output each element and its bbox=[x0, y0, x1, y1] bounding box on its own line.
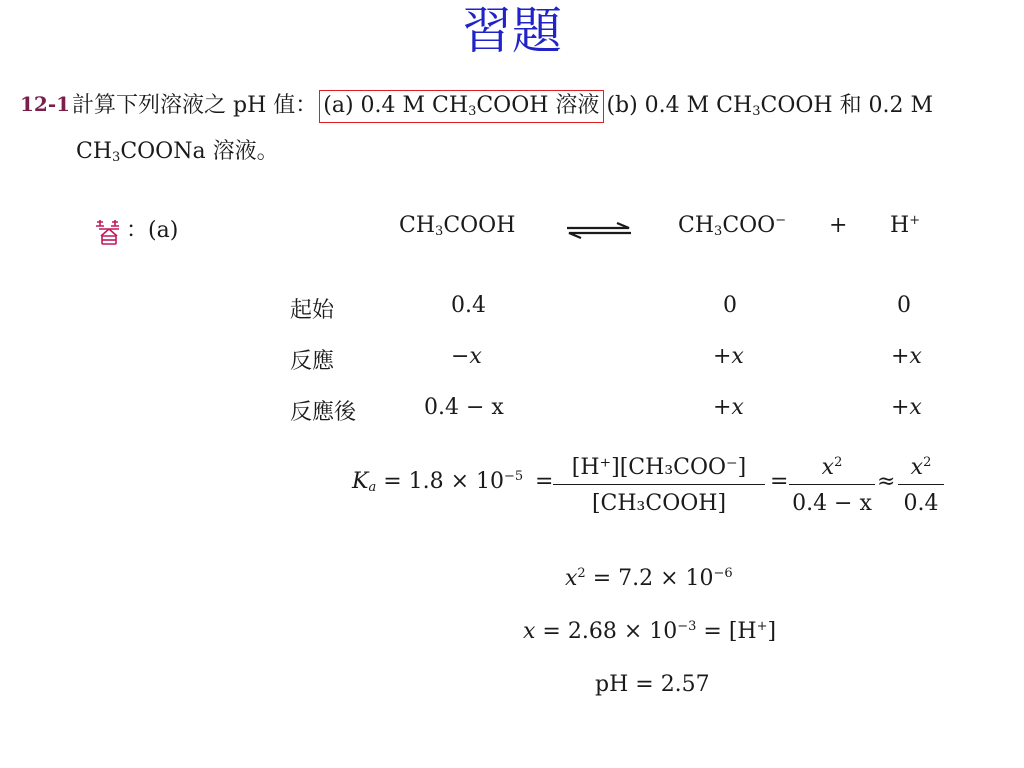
fraction-denominator: [CH₃COOH] bbox=[591, 491, 727, 516]
ka-equals: = bbox=[535, 469, 554, 494]
fraction-numerator: $x^2$ bbox=[910, 455, 932, 480]
ice-cell: 0.4 bbox=[451, 293, 486, 318]
ice-cell: +x bbox=[713, 344, 744, 369]
ice-cell: −x bbox=[451, 344, 482, 369]
product-acetate: $CH_3COO^-$ bbox=[678, 213, 787, 239]
ice-row-label-equilibrium: 反應後 bbox=[290, 400, 357, 425]
ice-cell: 0 bbox=[897, 293, 911, 318]
question-lead: 計算下列溶液之 pH 值： bbox=[72, 93, 318, 118]
ice-cell: 0 bbox=[723, 293, 737, 318]
step-x-value: $x = 2.68 \times 10^{-3} = [H^+]$ bbox=[523, 619, 777, 644]
highlight-box-part-a: (a) 0.4 M $CH_3COOH$ 溶液 bbox=[319, 90, 604, 123]
ice-row-label-initial: 起始 bbox=[290, 298, 335, 323]
plus-sign: + bbox=[829, 213, 848, 238]
question-line-1 bbox=[72, 90, 933, 123]
reactant: $CH_3COOH$ bbox=[399, 213, 516, 239]
product-hydrogen-ion: H+ bbox=[890, 213, 921, 238]
answer-seal-icon bbox=[93, 218, 125, 246]
step-x-squared: $x^2 = 7.2 \times 10^{-6}$ bbox=[565, 566, 733, 591]
fraction-numerator: [H⁺][CH₃COO⁻] bbox=[571, 455, 747, 480]
ice-cell: 0.4 − x bbox=[424, 395, 504, 420]
slide-title: 習題 bbox=[462, 2, 562, 60]
ka-equals: = bbox=[770, 469, 789, 494]
approx-sign: ≈ bbox=[877, 469, 896, 494]
ice-cell: +x bbox=[713, 395, 744, 420]
question-line-2: $CH_3COONa$ 溶液。 bbox=[76, 139, 279, 165]
ice-cell: +x bbox=[891, 344, 922, 369]
fraction-numerator: $x^2$ bbox=[821, 455, 843, 480]
question-number: 12-1 bbox=[20, 92, 71, 116]
ice-cell: +x bbox=[891, 395, 922, 420]
result-ph: pH = 2.57 bbox=[595, 672, 710, 697]
fraction-denominator: 0.4 bbox=[903, 491, 939, 516]
equilibrium-arrows-icon bbox=[565, 221, 633, 239]
ka-fraction-approx bbox=[898, 455, 944, 516]
ka-fraction-x bbox=[789, 455, 875, 516]
ka-fraction-concentrations bbox=[553, 455, 765, 516]
ka-expression-lhs: $K_a = 1.8 \times 10^{-5}$ bbox=[352, 469, 524, 495]
ice-row-label-change: 反應 bbox=[290, 349, 335, 374]
question-part-b: (b) 0.4 M $CH_3COOH$ 和 0.2 M bbox=[606, 93, 934, 119]
answer-part-label: ：(a) bbox=[126, 218, 179, 243]
fraction-denominator: 0.4 − x bbox=[792, 491, 872, 516]
